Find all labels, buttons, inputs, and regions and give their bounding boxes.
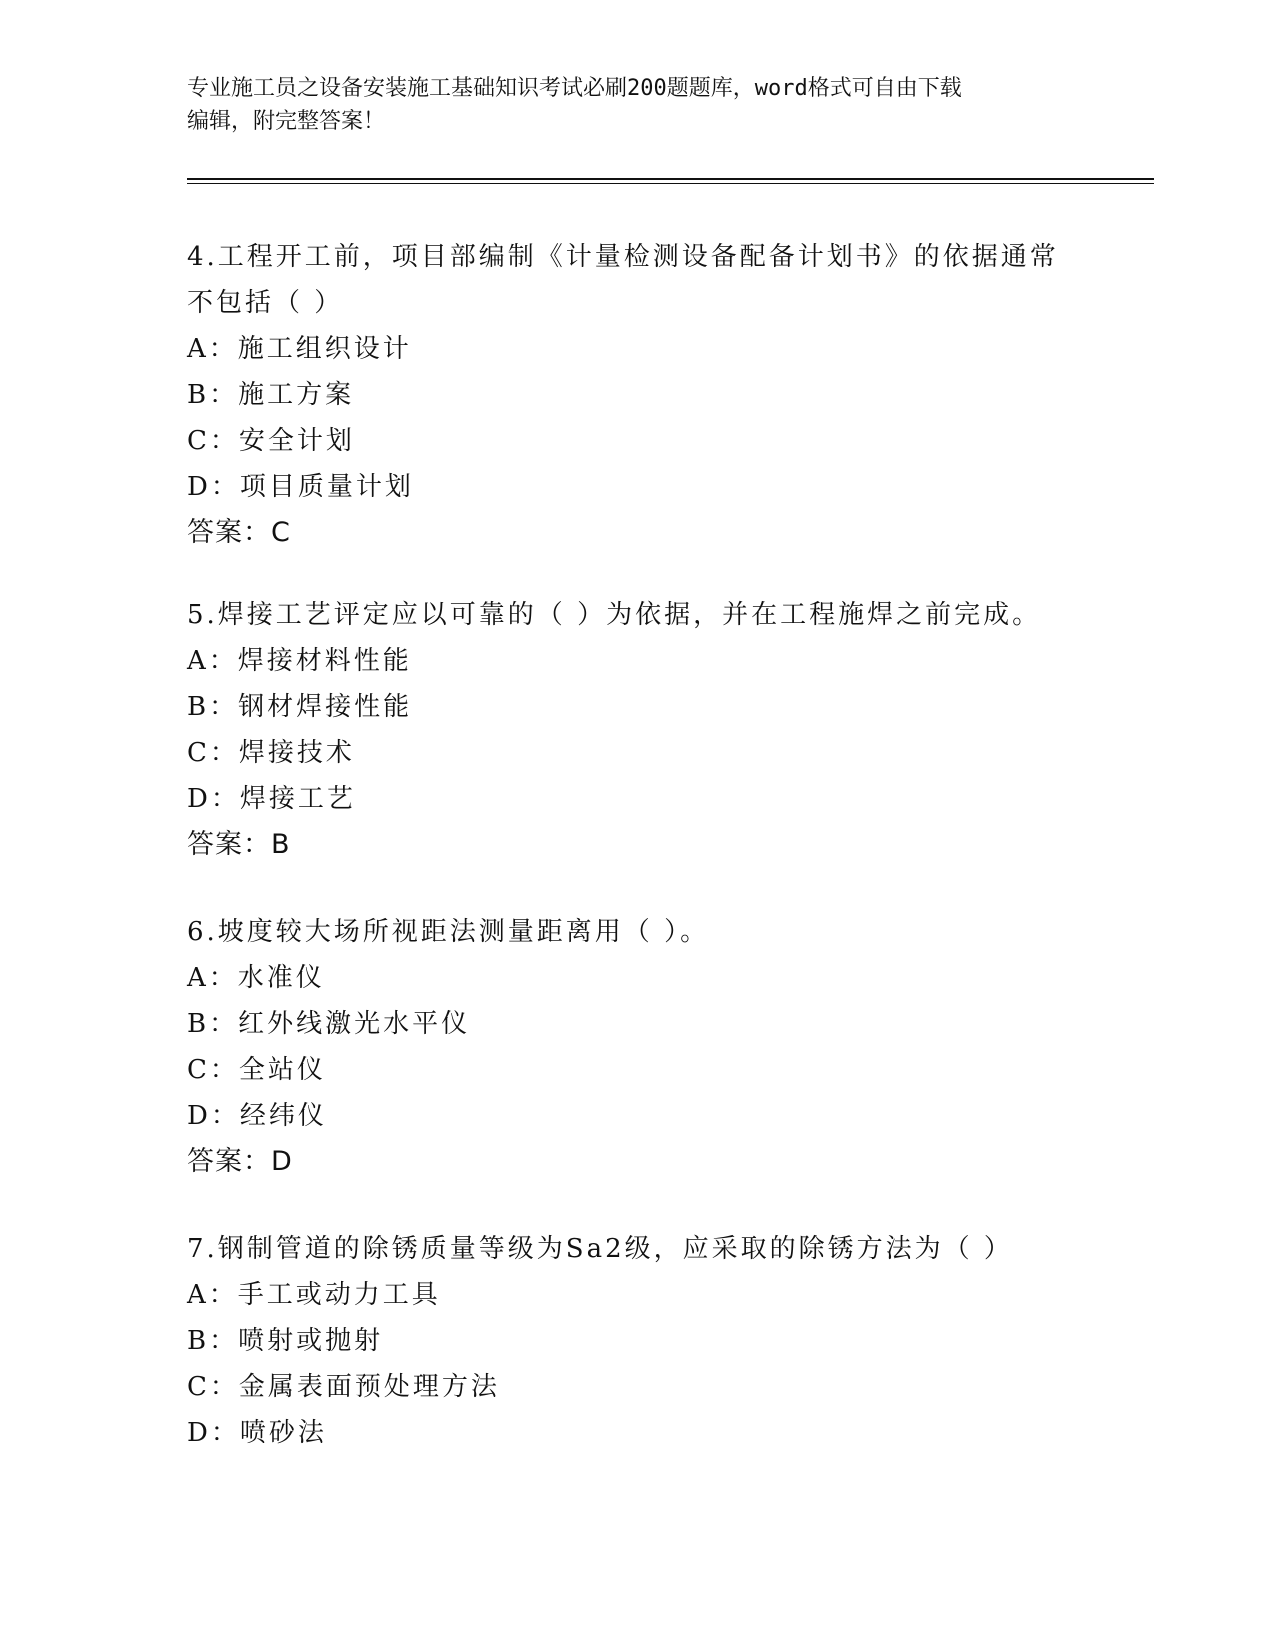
question-stem-line: 7.钢制管道的除锈质量等级为Sa2级，应采取的除锈方法为（ ） — [187, 1234, 1013, 1264]
header-line-2: 编辑，附完整答案！ — [187, 109, 386, 134]
question-stem-line: 6.坡度较大场所视距法测量距离用（ ）。 — [187, 917, 710, 947]
header-line-1: 专业施工员之设备安装施工基础知识考试必刷200题题库，word格式可自由下载 — [187, 76, 962, 101]
question-5 — [187, 592, 1087, 868]
option-c: C：焊接技术 — [187, 738, 355, 768]
option-b: B：喷射或抛射 — [187, 1326, 384, 1356]
option-b: B：红外线激光水平仪 — [187, 1009, 471, 1039]
header-rule-thick — [187, 178, 1154, 180]
option-c: C：全站仪 — [187, 1055, 326, 1085]
option-b: B：施工方案 — [187, 380, 355, 410]
option-c: C：安全计划 — [187, 426, 355, 456]
option-a: A：施工组织设计 — [187, 334, 412, 364]
header-rule-thin — [187, 183, 1154, 184]
option-a: A：焊接材料性能 — [187, 646, 412, 676]
option-a: A：手工或动力工具 — [187, 1280, 441, 1310]
option-b: B：钢材焊接性能 — [187, 692, 413, 722]
question-6 — [187, 909, 1087, 1185]
question-4 — [187, 234, 1087, 556]
option-d: D：项目质量计划 — [187, 472, 414, 502]
option-d: D：经纬仪 — [187, 1101, 327, 1131]
answer: 答案：C — [187, 517, 291, 548]
document-header — [187, 72, 1087, 138]
question-stem-line: 不包括（ ） — [187, 288, 344, 318]
answer: 答案：D — [187, 1146, 293, 1177]
question-stem-line: 4.工程开工前，项目部编制《计量检测设备配备计划书》的依据通常 — [187, 242, 1059, 272]
option-a: A：水准仪 — [187, 963, 325, 993]
question-7 — [187, 1226, 1087, 1456]
answer: 答案：B — [187, 829, 291, 860]
option-c: C：金属表面预处理方法 — [187, 1372, 500, 1402]
option-d: D：喷砂法 — [187, 1418, 327, 1448]
option-d: D：焊接工艺 — [187, 784, 356, 814]
question-stem-line: 5.焊接工艺评定应以可靠的（ ）为依据，并在工程施焊之前完成。 — [187, 600, 1042, 630]
